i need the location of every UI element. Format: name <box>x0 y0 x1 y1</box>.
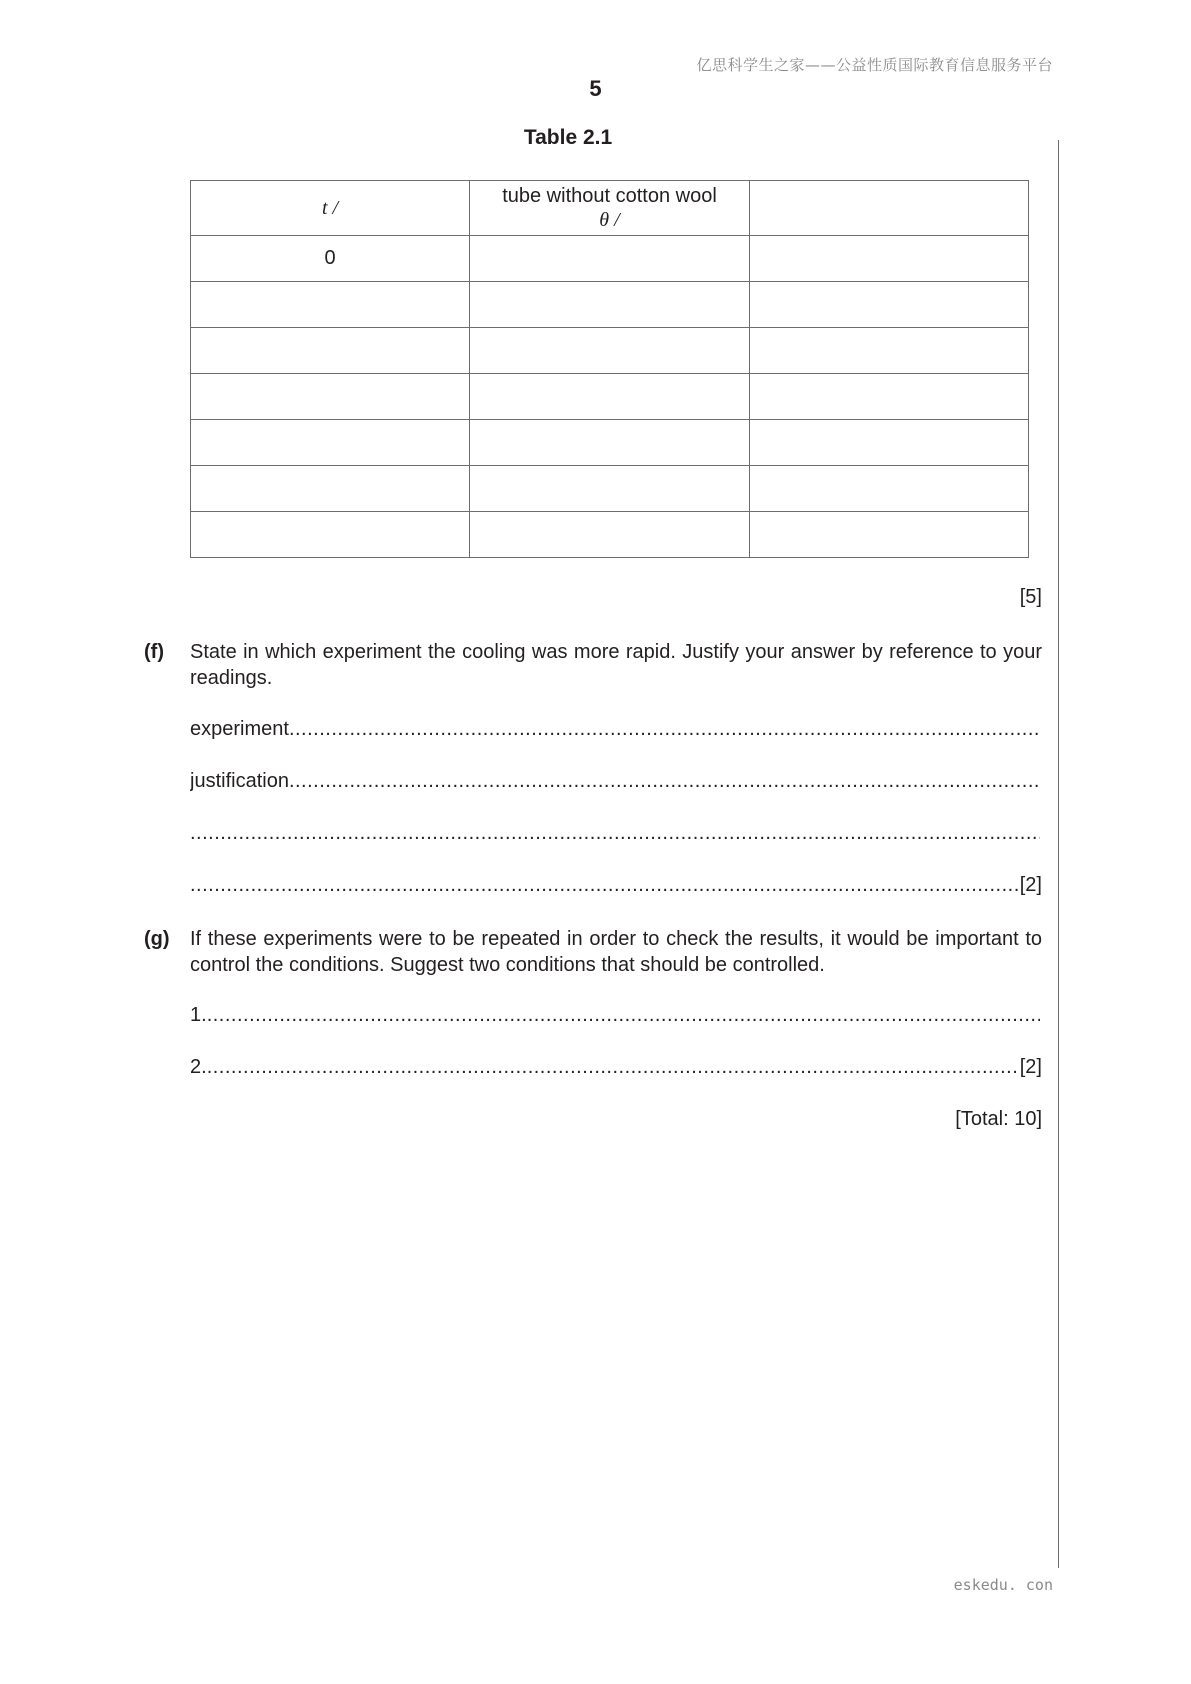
answer-line-suffix: [2] <box>1019 874 1042 896</box>
table-row <box>191 466 1029 512</box>
answer-dots <box>207 1004 1040 1027</box>
table-row <box>191 512 1029 558</box>
table-cell[interactable] <box>470 236 750 282</box>
table-cell: 0 <box>191 236 470 282</box>
answer-dots <box>207 1056 1018 1079</box>
answer-line-suffix: [2] <box>1019 1056 1042 1078</box>
table-cell[interactable] <box>191 374 470 420</box>
answer-line-prefix: 1. <box>190 1004 207 1026</box>
answer-line-prefix: 2. <box>190 1056 207 1078</box>
margin-rule <box>1058 140 1059 1568</box>
answer-line-experiment[interactable] <box>190 718 1042 741</box>
table-row <box>191 236 1029 282</box>
table-cell[interactable] <box>191 466 470 512</box>
total-marks: [Total: 10] <box>955 1108 1042 1130</box>
answer-line-condition-2[interactable] <box>190 1056 1042 1079</box>
table-cell[interactable] <box>750 374 1029 420</box>
table-cell[interactable] <box>191 420 470 466</box>
table-cell[interactable] <box>191 282 470 328</box>
table-row <box>191 374 1029 420</box>
header-watermark: 亿思科学生之家——公益性质国际教育信息服务平台 <box>696 56 1053 74</box>
answer-line-justification-3[interactable] <box>190 874 1042 897</box>
table-cell[interactable] <box>191 512 470 558</box>
question-g-text: If these experiments were to be repeated in order to check the results, it would be important to control the conditions. Suggest two conditions that should be controlled. <box>190 928 1042 976</box>
table-cell[interactable] <box>750 420 1029 466</box>
table-cell[interactable] <box>470 328 750 374</box>
answer-line-condition-1[interactable] <box>190 1004 1042 1027</box>
header-tube-label: tube without cotton wool <box>502 185 717 207</box>
table-row <box>191 328 1029 374</box>
table-marks: [5] <box>1019 586 1042 608</box>
question-f-text: State in which experiment the cooling was more rapid. Justify your answer by reference to your readings. <box>190 641 1042 689</box>
table-header-cell <box>191 181 470 236</box>
table-cell[interactable] <box>750 236 1029 282</box>
table-cell[interactable] <box>470 466 750 512</box>
results-table <box>190 180 1029 558</box>
table-title: Table 2.1 <box>523 126 613 149</box>
answer-dots <box>289 718 1040 741</box>
answer-line-justification[interactable] <box>190 770 1042 793</box>
table-header-cell-empty[interactable] <box>750 181 1029 236</box>
table-row <box>191 282 1029 328</box>
answer-line-prefix: experiment <box>190 718 289 740</box>
page-number: 5 <box>589 76 602 101</box>
table-cell[interactable] <box>750 328 1029 374</box>
table-cell[interactable] <box>470 420 750 466</box>
footer-watermark: eskedu. con <box>953 1576 1053 1594</box>
table-cell[interactable] <box>470 512 750 558</box>
answer-dots <box>190 874 1018 897</box>
table-cell[interactable] <box>470 282 750 328</box>
answer-line-justification-2[interactable] <box>190 822 1042 845</box>
question-g <box>144 926 1042 978</box>
table-cell[interactable] <box>191 328 470 374</box>
question-g-label: (g) <box>144 928 170 950</box>
answer-line-prefix: justification <box>190 770 289 792</box>
question-f <box>144 639 1042 691</box>
table-cell[interactable] <box>750 282 1029 328</box>
table-cell[interactable] <box>750 466 1029 512</box>
table-cell[interactable] <box>470 374 750 420</box>
header-time-label: t / <box>321 197 339 219</box>
table-cell[interactable] <box>750 512 1029 558</box>
header-temperature-unit: θ / <box>599 209 620 231</box>
answer-dots <box>190 822 1040 845</box>
table-row <box>191 420 1029 466</box>
table-header-cell <box>470 181 750 236</box>
answer-dots <box>289 770 1040 793</box>
table-header-row <box>191 181 1029 236</box>
question-f-label: (f) <box>144 641 164 663</box>
